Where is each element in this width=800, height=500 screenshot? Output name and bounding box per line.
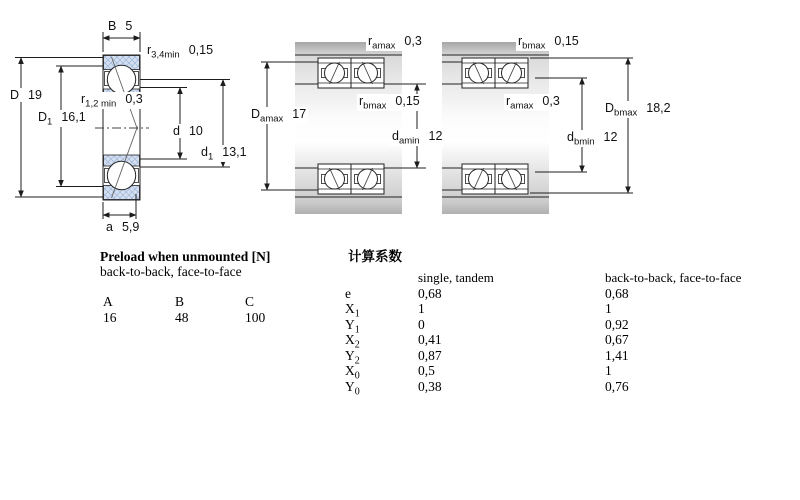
dim-label-rbmax-shaft: $r_{bmax}$ 0,15 [359,94,420,112]
factors-col1-header: single, tandem [418,270,494,285]
dim-label-r34min: $r_{3,4min}$ 0,15 [147,43,214,61]
factor-symbol: $Y_0$ [345,379,360,398]
dim-label-D1: $D_1$ 16,1 [38,110,86,128]
dim-label-outer-diameter-D: D 19 [10,88,42,102]
factor-value-single: 0,68 [418,286,442,301]
preload-col-A: A [103,294,113,309]
preload-col-B: B [175,294,185,309]
preload-value-A: 16 [103,310,117,325]
dim-label-width-B: B 5 [108,19,133,33]
factor-value-single: 0,38 [418,379,442,394]
factor-symbol: $X_2$ [345,332,360,351]
preload-title: Preload when unmounted [N] [100,249,271,264]
factor-value-paired: 0,67 [605,332,629,347]
dim-label-r12min: $r_{1,2 min}$ 0,3 [81,92,143,110]
dim-label-damin: $d_{amin}$ 12 [392,129,443,147]
factor-value-single: 0 [418,317,425,332]
preload-value-B: 48 [175,310,189,325]
dim-label-ramax-shaft: $r_{amax}$ 0,3 [368,34,422,52]
factor-value-single: 0,87 [418,348,442,363]
dim-label-Dbmax: $D_{bmax}$ 18,2 [605,101,671,119]
dim-label-a: a 5,9 [106,220,140,234]
dim-label-d1: $d_1$ 13,1 [201,145,247,163]
preload-subtitle: back-to-back, face-to-face [100,264,242,279]
dim-label-ramax-housing: $r_{amax}$ 0,3 [506,94,560,112]
factor-symbol: $Y_2$ [345,348,360,367]
factor-value-paired: 1,41 [605,348,629,363]
factor-symbol: $Y_1$ [345,317,360,336]
factor-value-paired: 0,68 [605,286,629,301]
factors-title: 计算系数 [348,249,402,264]
factor-value-single: 0,41 [418,332,442,347]
dim-label-rbmax-housing: $r_{bmax}$ 0,15 [518,34,579,52]
factor-value-paired: 0,92 [605,317,629,332]
factors-col2-header: back-to-back, face-to-face [605,270,742,285]
factor-value-paired: 1 [605,301,612,316]
factor-value-paired: 0,76 [605,379,629,394]
factor-value-paired: 1 [605,363,612,378]
factor-symbol: e [345,286,351,301]
dim-label-Damax: $D_{amax}$ 17 [251,107,307,125]
factor-symbol: $X_0$ [345,363,360,382]
preload-col-C: C [245,294,255,309]
factor-value-single: 1 [418,301,425,316]
dim-label-bore-d: d 10 [173,124,203,138]
dim-label-dbmin: $d_{bmin}$ 12 [567,130,618,148]
preload-value-C: 100 [245,310,266,325]
factor-symbol: $X_1$ [345,301,360,320]
factor-value-single: 0,5 [418,363,435,378]
